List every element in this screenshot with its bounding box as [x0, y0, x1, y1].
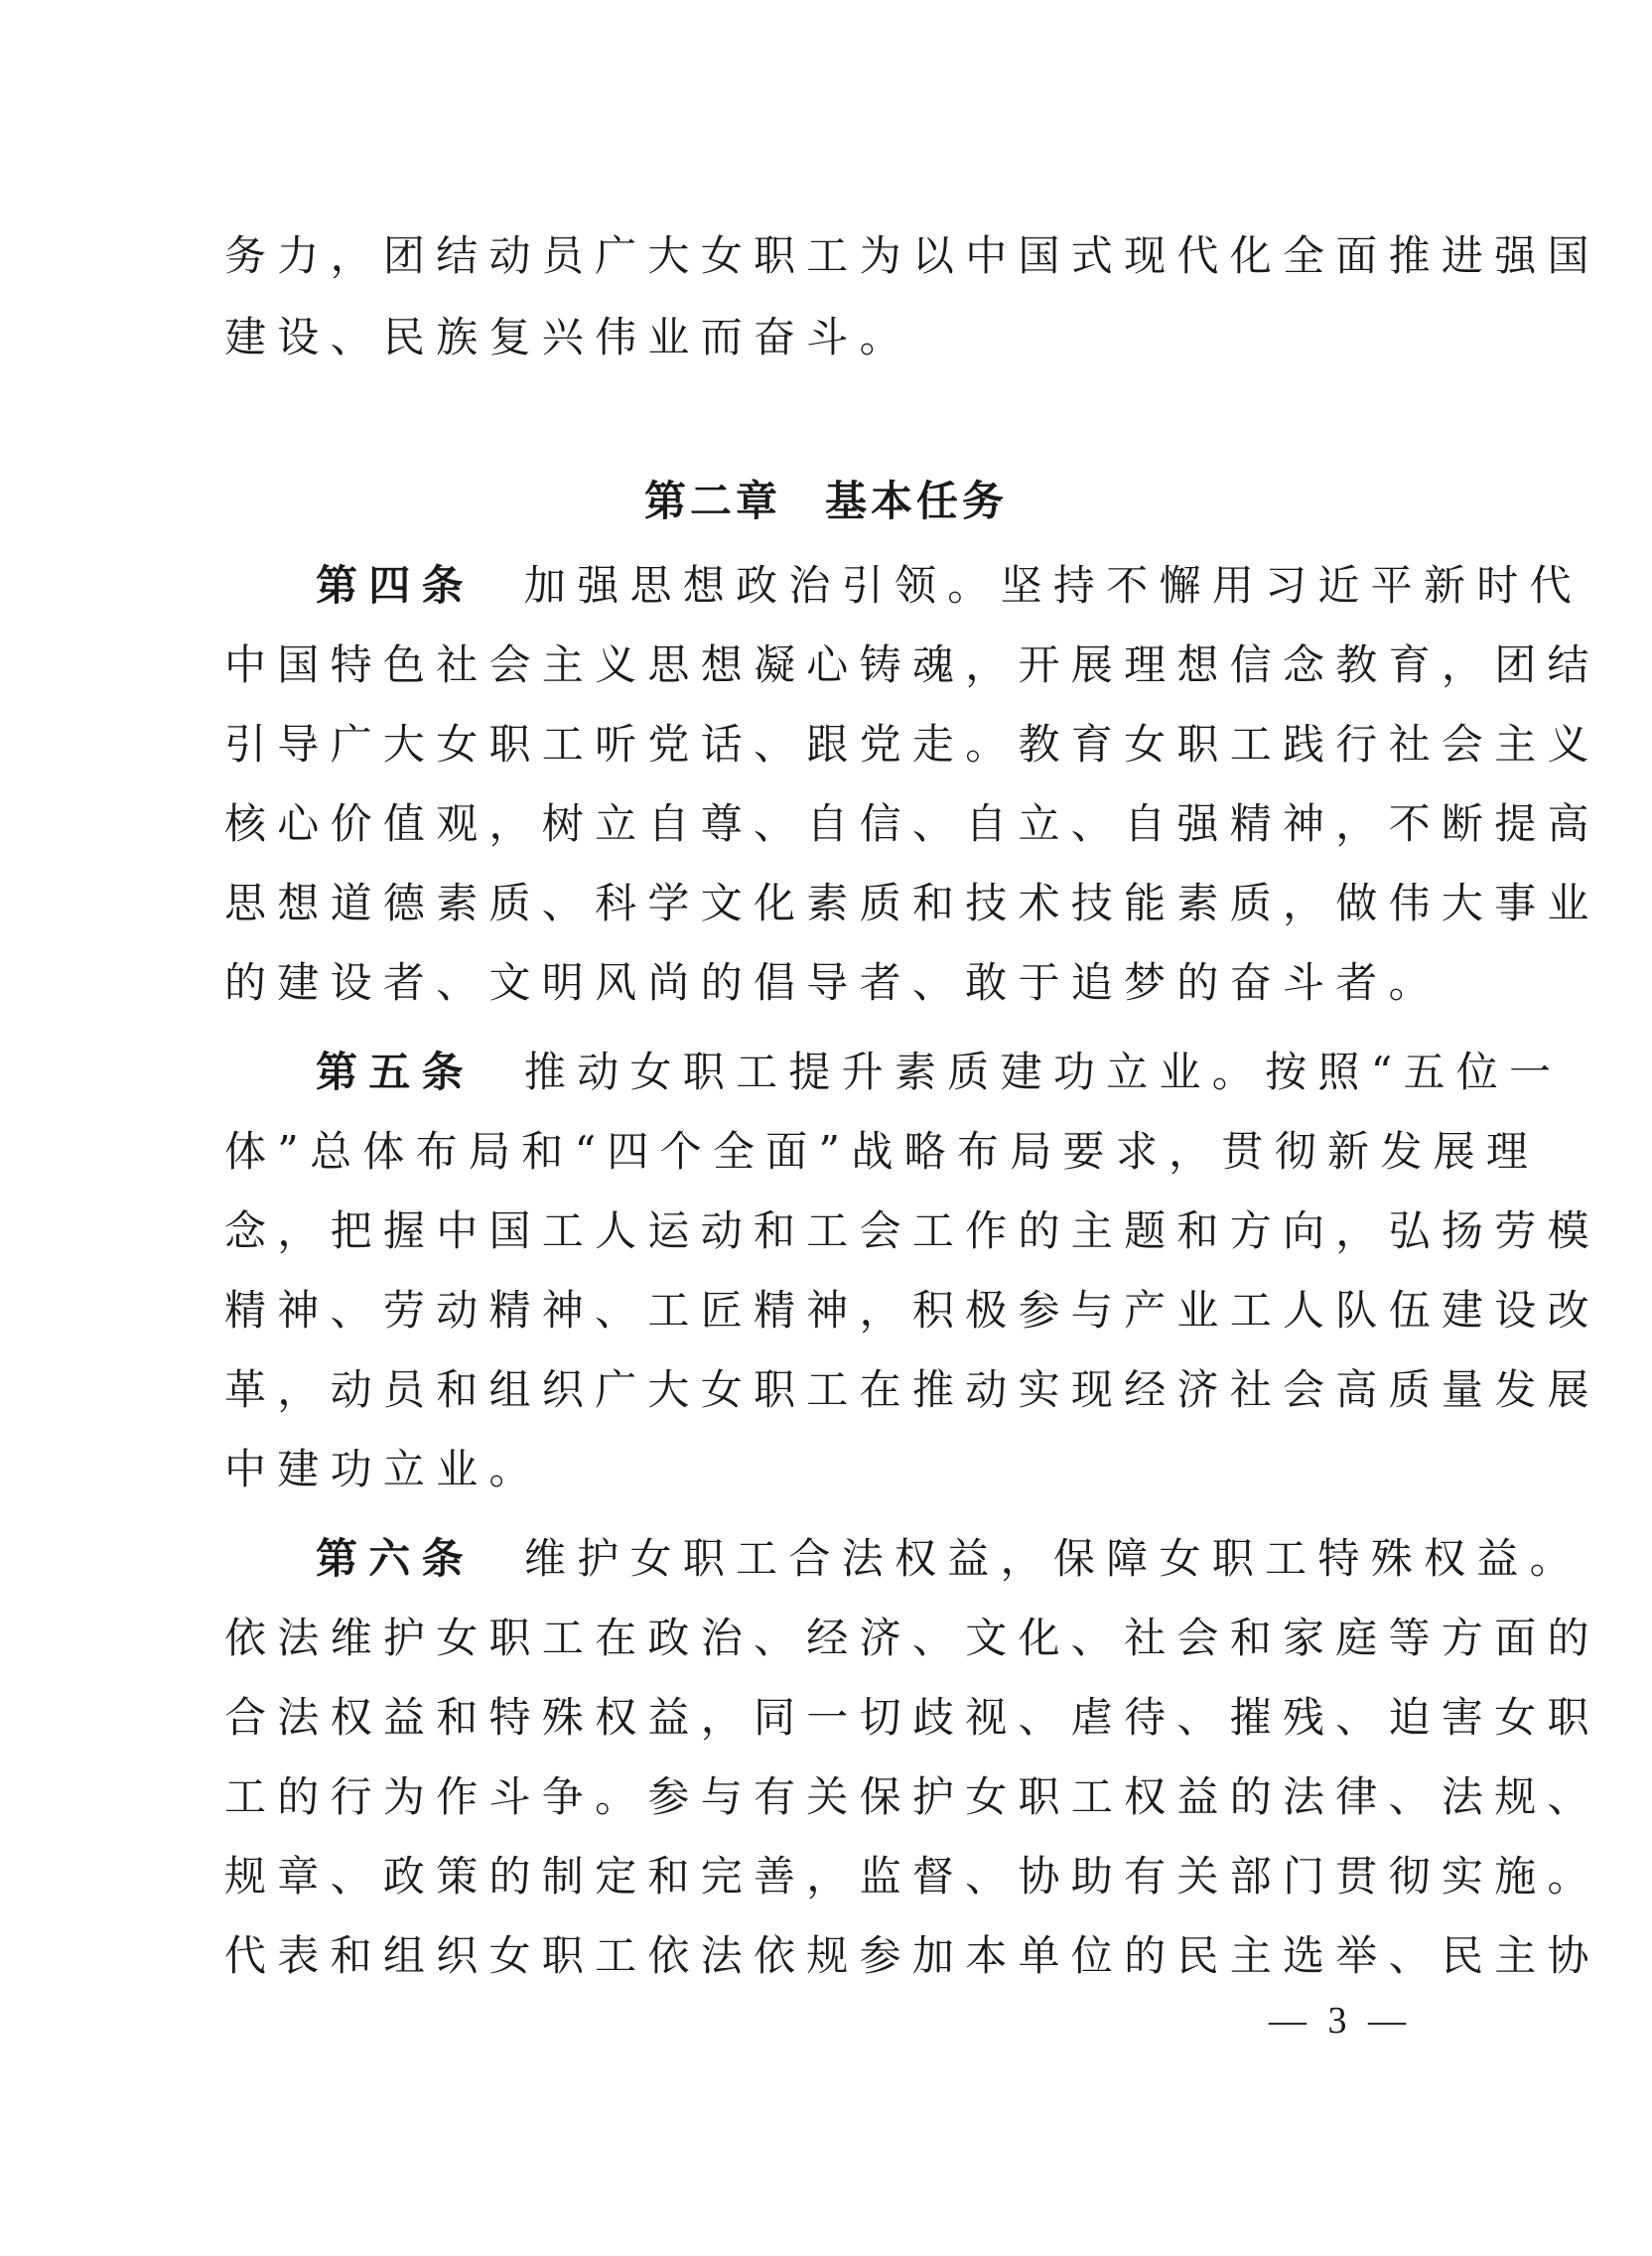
- article-line: 精神、劳动精神、工匠精神，积极参与产业工人队伍建设改: [224, 1286, 1600, 1335]
- article-first-line: [316, 1524, 1583, 1594]
- page-number: — 3 —: [1269, 2000, 1412, 2042]
- article-text: 推动女职工提升素质建功立业。按照“五位一: [523, 1048, 1563, 1096]
- article-line: 依法维护女职工在政治、经济、文化、社会和家庭等方面的: [224, 1614, 1600, 1662]
- chapter-heading: [0, 467, 1652, 536]
- article-label: 第五条: [316, 1048, 475, 1096]
- chapter-title: 基本任务: [825, 477, 1009, 525]
- article-text: 维护女职工合法权益，保障女职工特殊权益。: [523, 1534, 1583, 1583]
- article-line: 的建设者、文明风尚的倡导者、敢于追梦的奋斗者。: [224, 958, 1442, 1007]
- article-line: 合法权益和特殊权益，同一切歧视、虐待、摧残、迫害女职: [224, 1693, 1600, 1742]
- article-line: 规章、政策的制定和完善，监督、协助有关部门贯彻实施。: [224, 1852, 1600, 1901]
- article-line: 代表和组织女职工依法依规参加本单位的民主选举、民主协: [224, 1931, 1600, 1980]
- article-label: 第六条: [316, 1534, 475, 1583]
- article-first-line: [316, 1038, 1563, 1107]
- article-line: 引导广大女职工听党话、跟党走。教育女职工践行社会主义: [224, 720, 1600, 769]
- article-line: 工的行为作斗争。参与有关保护女职工权益的法律、法规、: [224, 1772, 1600, 1821]
- continuation-line: 建设、民族复兴伟业而奋斗。: [224, 313, 912, 361]
- article-line: 思想道德素质、科学文化素质和技术技能素质，做伟大事业: [224, 879, 1600, 927]
- article-line: 革，动员和组织广大女职工在推动实现经济社会高质量发展: [224, 1365, 1600, 1414]
- article-line: 中建功立业。: [224, 1445, 542, 1493]
- article-line: 中国特色社会主义思想凝心铸魂，开展理想信念教育，团结: [224, 640, 1600, 689]
- article-line: 体”总体布局和“四个全面”战略布局要求，贯彻新发展理: [224, 1127, 1540, 1176]
- article-line: 念，把握中国工人运动和工会工作的主题和方向，弘扬劳模: [224, 1206, 1600, 1255]
- chapter-number: 第二章: [643, 477, 781, 525]
- article-label: 第四条: [316, 561, 475, 610]
- continuation-line: 务力，团结动员广大女职工为以中国式现代化全面推进强国: [224, 231, 1600, 280]
- article-text: 加强思想政治引领。坚持不懈用习近平新时代: [523, 561, 1583, 610]
- article-line: 核心价值观，树立自尊、自信、自立、自强精神，不断提高: [224, 799, 1600, 848]
- article-first-line: [316, 551, 1583, 621]
